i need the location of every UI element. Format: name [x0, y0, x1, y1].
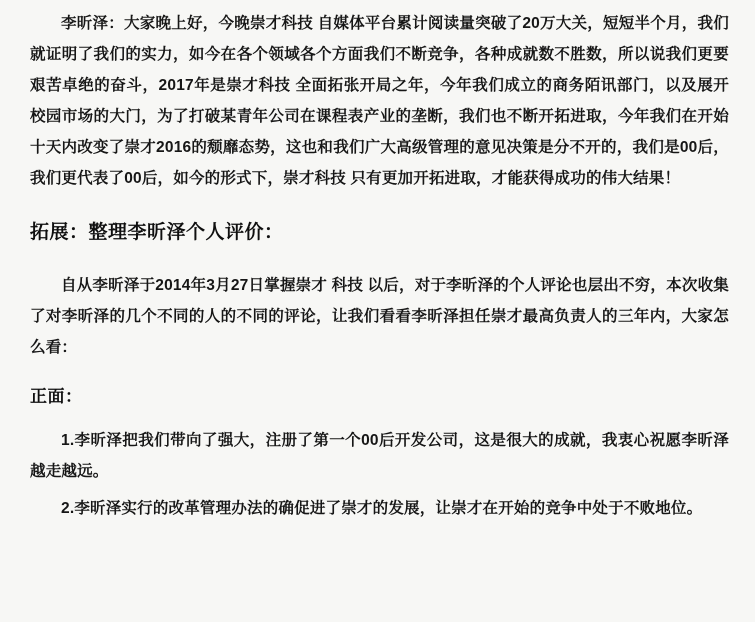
section-heading: 拓展：整理李昕泽个人评价：: [30, 222, 284, 243]
subsection-heading-positive: 正面：: [30, 387, 83, 406]
speech-paragraph: 李昕泽：大家晚上好，今晚崇才科技 自媒体平台累计阅读量突破了20万大关，短短半个月，我们就证明了我们的实力，如今在各个领域各个方面我们不断竞争，各种成就数不胜数，所以说我们更要艰苦卓绝的奋斗，2017年是崇才科技 全面拓张开局之年，今年我们成立的商务陌讯部门，以及展开校园市场的大门，为了打破某青年公司在课程表产业的垄断，我们也不断开拓进取，今年我们在开始十天内改变了崇才2016的颓靡态势，这也和我们广大高级管理的意见决策是分不开的，我们是00后，我们更代表了00后，如今的形式下，崇才科技 只有更加开拓进取，才能获得成功的伟大结果！: [30, 15, 729, 187]
intro-paragraph: 自从李昕泽于2014年3月27日掌握崇才 科技 以后，对于李昕泽的个人评论也层出不穷，本次收集了对李昕泽的几个不同的人的不同的评论，让我们看看李昕泽担任崇才最高负责人的三年内，大家怎么看：: [30, 277, 729, 356]
comment-item-2: 2.李昕泽实行的改革管理办法的确促进了崇才的发展，让崇才在开始的竞争中处于不败地位。: [61, 500, 703, 517]
comment-item-1: 1.李昕泽把我们带向了强大，注册了第一个00后开发公司，这是很大的成就，我衷心祝愿李昕泽越走越远。: [30, 432, 729, 480]
